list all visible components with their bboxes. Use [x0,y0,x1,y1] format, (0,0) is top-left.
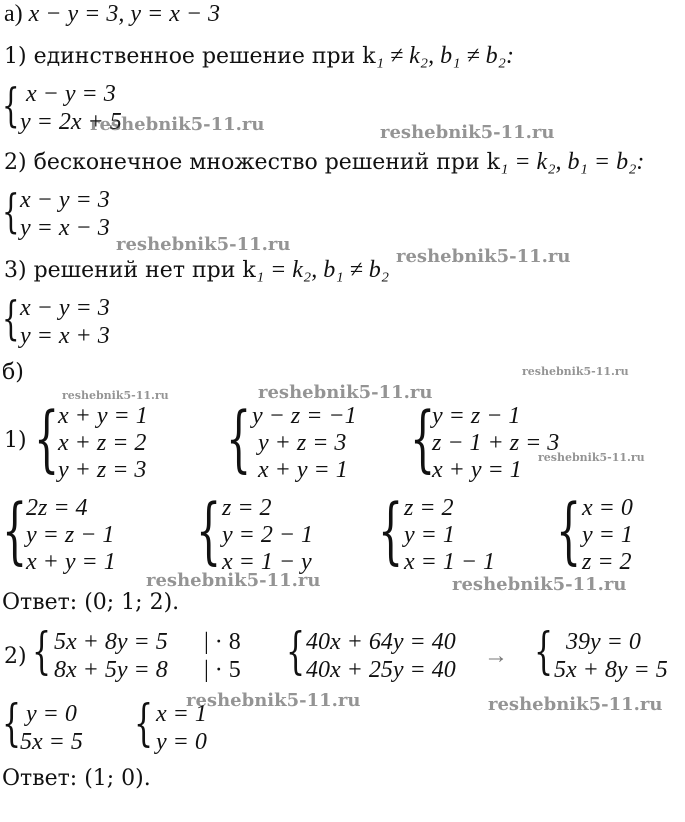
system-brace: { [34,396,60,480]
system-line: 40x + 25y = 40 [306,657,456,683]
system-line: 40x + 64y = 40 [306,629,456,655]
system-line: x = 0 [582,495,633,521]
system-line: y + z = 3 [58,457,147,483]
system-line: x + y = 1 [258,457,348,483]
case2-statement [4,150,644,174]
system-line: z − 1 + z = 3 [432,430,560,456]
system-line: x + z = 2 [58,430,147,456]
watermark: reshebnik5-11.ru [452,574,627,595]
watermark: reshebnik5-11.ru [116,234,291,255]
system-brace: { [2,78,20,132]
system-brace: { [410,396,436,480]
system-line: x + y = 1 [26,549,116,575]
case1-statement [4,44,514,68]
watermark: reshebnik5-11.ru [90,114,265,135]
watermark: reshebnik5-11.ru [488,694,663,715]
system-line: x − y = 3 [20,187,110,213]
system-line: 2z = 4 [26,495,88,521]
watermark: reshebnik5-11.ru [538,451,645,464]
system-brace: { [378,488,404,572]
multiplier: | · 5 [204,657,241,683]
system-line: x = 1 − 1 [404,549,496,575]
system-brace: { [2,184,20,238]
system-line: y = x − 3 [20,215,110,241]
system-brace: { [32,622,52,680]
case3-text: 3) решений нет при k [4,258,256,283]
watermark: reshebnik5-11.ru [62,389,169,402]
system-brace: { [196,488,222,572]
case3-statement [4,258,389,282]
system-line: 5x = 5 [20,729,83,755]
system-line: y = x + 3 [20,323,110,349]
system-line: 39y = 0 [566,629,641,655]
watermark: reshebnik5-11.ru [258,382,433,403]
system-brace: { [2,694,22,752]
system-brace: { [534,622,554,680]
system-line: y = z − 1 [26,522,115,548]
system-line: y = z − 1 [432,403,521,429]
case2-text: 2) бесконечное множество решений при k [4,150,500,175]
watermark: reshebnik5-11.ru [186,690,361,711]
system-line: y − z = −1 [252,403,357,429]
part-a-equation: x − y = 3, y = x − 3 [28,1,221,27]
item1-label: 1) [4,428,27,453]
case3-condition: ₁ = k₂, b₁ ≠ b₂ [255,257,390,283]
system-line: z = 2 [404,495,454,521]
system-line: x = 1 − y [222,549,312,575]
system-brace: { [556,488,582,572]
multiplier: | · 8 [204,629,241,655]
watermark: reshebnik5-11.ru [396,246,571,267]
part-b-label: б) [2,360,24,385]
system-brace: { [134,694,154,752]
system-line: y = 0 [156,729,207,755]
watermark: reshebnik5-11.ru [146,570,321,591]
system-line: 5x + 8y = 5 [554,657,668,683]
case1-text: 1) единственное решение при k [4,44,376,69]
system-line: y = 1 [582,522,633,548]
item1-answer: Ответ: (0; 1; 2). [2,590,180,615]
system-line: y + z = 3 [258,430,347,456]
arrow-icon: → [484,643,508,669]
system-line: x − y = 3 [26,81,116,107]
system-line: x − y = 3 [20,295,110,321]
system-line: z = 2 [582,549,632,575]
watermark: reshebnik5-11.ru [522,365,629,378]
system-line: 8x + 5y = 8 [54,657,168,683]
system-line: y = 2 − 1 [222,522,314,548]
system-line: x + y = 1 [58,403,148,429]
case1-condition: ₁ ≠ k₂, b₁ ≠ b₂: [375,43,514,69]
part-a-label: а) [4,1,23,27]
system-line: x = 1 [156,701,207,727]
system-brace: { [286,622,306,680]
system-line: y = 1 [404,522,455,548]
system-brace: { [226,396,252,480]
system-brace: { [2,488,28,572]
item2-label: 2) [4,644,27,669]
system-line: y = 2x + 5 [20,109,122,135]
item2-answer: Ответ: (1; 0). [2,766,151,791]
system-line: 5x + 8y = 5 [54,629,168,655]
part-a-header [4,2,220,26]
system-line: x + y = 1 [432,457,522,483]
system-brace: { [2,291,20,345]
system-line: y = 0 [26,701,77,727]
watermark: reshebnik5-11.ru [380,122,555,143]
case2-condition: ₁ = k₂, b₁ = b₂: [500,149,645,175]
system-line: z = 2 [222,495,272,521]
